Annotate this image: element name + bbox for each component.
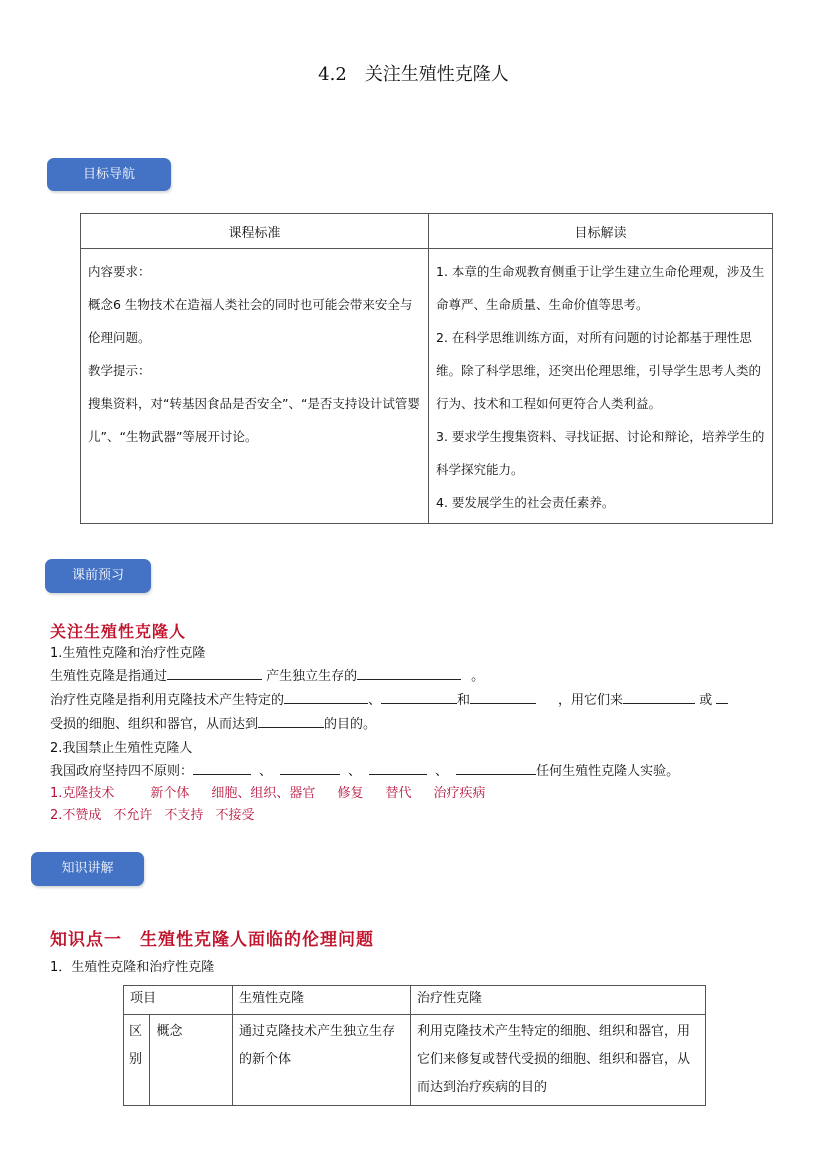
interpretation-item: 3. 要求学生搜集资料、寻找证据、讨论和辩论，培养学生的科学探究能力。 [436,429,765,477]
question-2-title: 2.我国禁止生殖性克隆人 [50,741,193,756]
text: 或 [695,693,717,708]
goal-nav-button[interactable]: 目标导航 [47,158,171,191]
fill-blank[interactable] [623,689,695,704]
title-text: 关注生殖性克隆人 [364,64,509,85]
goal-table [80,213,773,524]
answer: 不支持 [164,808,204,823]
knowledge-explain-button[interactable]: 知识讲解 [31,852,144,886]
answer: 新个体 [150,786,190,801]
heading-label: 知识点一 [50,930,122,950]
answer: 2.不赞成 [50,808,102,823]
row-label-concept: 概念 [150,1015,233,1106]
fill-blank[interactable] [470,689,536,704]
fill-blank[interactable] [381,689,457,704]
separator: 、 [348,764,362,779]
question-1-title: 1.生殖性克隆和治疗性克隆 [50,646,206,661]
answer: 细胞、组织、器官 [211,786,316,801]
text: 受损的细胞、组织和器官，从而达到 [50,717,259,732]
answer: 修复 [337,786,364,801]
text: ，用它们来 [558,693,624,708]
fill-blank[interactable] [456,760,536,775]
question-1-line-3 [50,713,376,736]
fill-blank[interactable] [716,689,728,704]
knowledge-point-heading [50,925,374,950]
standard-line: 内容要求： [88,264,151,279]
therapeutic-concept: 利用克隆技术产生特定的细胞、组织和器官，用它们来修复或替代受损的细胞、组织和器官，从而达到治疗疾病的目的 [411,1015,706,1106]
row-group-label: 区别 [124,1015,150,1106]
fill-blank[interactable] [258,713,324,728]
standard-line: 概念6 生物技术在造福人类社会的同时也可能会带来安全与伦理问题。 [88,297,413,345]
question-1-line-2 [50,689,728,712]
header-interpretation: 目标解读 [429,214,773,249]
interpretation-item: 2. 在科学思维训练方面，对所有问题的讨论都基于理性思维。除了科学思维，还突出伦理思维，引导学生思考人类的行为、技术和工程如何更符合人类利益。 [436,330,762,411]
standard-line: 教学提示： [88,363,151,378]
answer-key-2 [50,804,276,823]
fill-blank[interactable] [284,689,368,704]
text: 治疗性克隆是指利用克隆技术产生特定的 [50,693,285,708]
section-number: 4.2 [318,64,347,85]
fill-blank[interactable] [369,760,427,775]
text: 。 [471,669,485,684]
page-title [0,60,827,86]
fill-blank[interactable] [167,665,262,680]
answer: 不允许 [113,808,153,823]
comparison-table [123,985,706,1106]
knowledge-subheading: 1．生殖性克隆和治疗性克隆 [50,960,215,975]
interpretation-item: 1. 本章的生命观教育侧重于让学生建立生命伦理观，涉及生命尊严、生命质量、生命价值等思考。 [436,264,765,312]
header-item: 项目 [124,986,233,1015]
question-1-line-1 [50,665,484,688]
header-therapeutic: 治疗性克隆 [411,986,706,1015]
header-reproductive: 生殖性克隆 [233,986,411,1015]
reproductive-concept: 通过克隆技术产生独立生存的新个体 [233,1015,411,1106]
preview-button[interactable]: 课前预习 [45,559,151,593]
answer: 治疗疾病 [433,786,486,801]
standard-cell [81,249,429,524]
answer-key-1 [50,782,507,801]
question-2-line [50,760,679,783]
text: 的目的。 [324,717,377,732]
fill-blank[interactable] [193,760,251,775]
interpretation-item: 4. 要发展学生的社会责任素养。 [436,495,615,510]
header-standard: 课程标准 [81,214,429,249]
text: 任何生殖性克隆人实验。 [536,764,680,779]
text: 生殖性克隆是指通过 [50,669,168,684]
standard-line: 搜集资料，对“转基因食品是否安全”、“是否支持设计试管婴儿”、“生物武器”等展开讨论。 [88,396,420,444]
heading-title: 生殖性克隆人面临的伦理问题 [140,930,374,950]
separator: 、 [435,764,449,779]
text: 产生独立生存的 [262,669,358,684]
answer: 1.克隆技术 [50,786,115,801]
text: 、 [368,693,382,708]
preview-heading: 关注生殖性克隆人 [50,622,187,641]
interpretation-cell [429,249,773,524]
text: 我国政府坚持四不原则： [50,764,194,779]
answer: 不接受 [215,808,255,823]
text: 和 [457,693,471,708]
separator: 、 [259,764,273,779]
fill-blank[interactable] [280,760,340,775]
fill-blank[interactable] [357,665,461,680]
answer: 替代 [385,786,412,801]
